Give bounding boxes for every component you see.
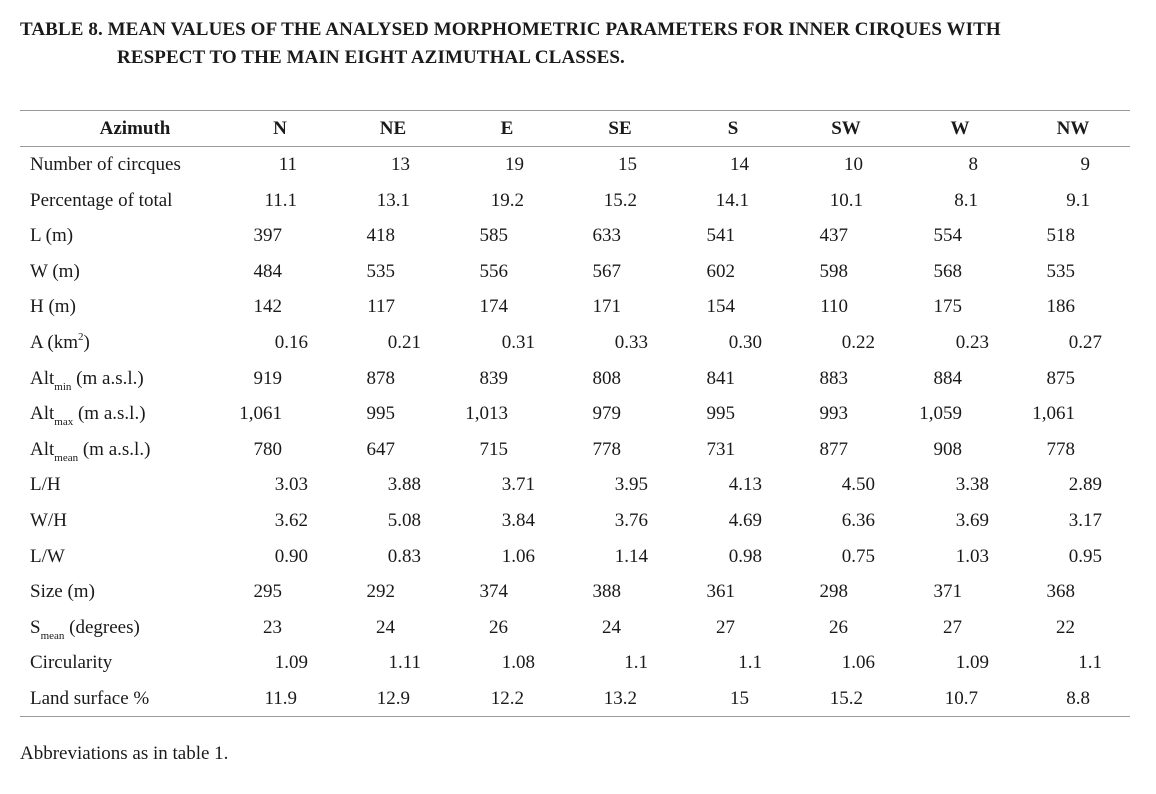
row-label-text: H (m) [30,296,76,318]
table-cell: 1.1 [624,652,648,674]
table-row [0,610,1156,646]
table-cell: 361 [706,581,735,603]
table-cell: 174 [479,296,508,318]
header-w: W [950,118,970,139]
table-cell: 1.06 [841,652,875,674]
table-cell: 0.23 [955,332,989,353]
table-cell: 3.17 [1068,510,1102,531]
table-cell: 19.2 [490,189,524,211]
row-label [30,183,172,219]
table-cell: 633 [592,225,621,247]
row-label-text: L/W [30,545,65,567]
table-cell: 0.95 [1068,545,1102,567]
table-caption [20,16,1140,72]
caption-line-2: RESPECT TO THE MAIN EIGHT AZIMUTHAL CLASSES. [117,47,625,68]
row-label [30,254,80,290]
table-cell: 298 [819,581,848,603]
table-cell: 27 [943,616,962,638]
table-row [0,539,1156,575]
table-cell: 585 [479,225,508,247]
table-cell: 535 [366,260,395,282]
row-label [30,218,73,254]
table-cell: 3.95 [614,474,648,496]
table-cell: 995 [366,403,395,425]
table-row [0,289,1156,325]
table-cell: 0.31 [501,332,535,353]
row-label [30,147,181,183]
header-sw: SW [831,118,861,139]
table-cell: 5.08 [387,510,421,531]
row-label-text: L (m) [30,225,74,247]
table-cell: 2.89 [1068,474,1102,496]
table-cell: 3.76 [614,510,648,531]
row-label-subscript: mean [54,451,79,464]
table-row [0,183,1156,219]
table-row [0,645,1156,681]
table-cell: 437 [819,225,848,247]
table-cell: 0.22 [841,332,875,353]
table-cell: 715 [479,438,508,460]
table-cell: 10.7 [944,688,978,709]
table-cell: 731 [706,438,735,460]
table-cell: 12.2 [490,688,524,709]
table-cell: 1,061 [1032,403,1075,425]
row-label-text: W/H [30,510,67,531]
header-nw: NW [1056,118,1090,139]
table-cell: 15 [730,688,749,709]
table-cell: 0.98 [728,545,762,567]
row-label-suffix: (degrees) [64,616,140,638]
table-cell: 388 [592,581,621,603]
table-cell: 3.03 [274,474,308,496]
table-cell: 8.8 [1066,688,1090,709]
table-cell: 0.16 [274,332,308,353]
table-cell: 884 [933,367,962,389]
row-label-suffix: (m a.s.l.) [78,438,151,460]
row-label-text: S [30,616,41,638]
table-cell: 175 [933,296,962,318]
table-cell: 19 [505,154,524,175]
table-cell: 1.1 [738,652,762,674]
table-cell: 14 [730,154,749,175]
table-cell: 877 [819,438,848,460]
row-label [30,432,150,468]
table-cell: 979 [592,403,621,425]
table-cell: 397 [253,225,282,247]
table-cell: 1.08 [501,652,535,674]
row-label [30,645,112,681]
table-cell: 0.33 [614,332,648,353]
row-label-text: Percentage of total [30,189,173,211]
header-n: N [273,118,287,139]
table-cell: 841 [706,367,735,389]
table-cell: 11.1 [264,189,297,211]
row-label-text: A (km [30,332,79,353]
table-cell: 1,013 [465,403,508,425]
table-cell: 0.75 [841,545,875,567]
table-cell: 808 [592,367,621,389]
row-label-text: Land surface % [30,688,150,709]
table-cell: 518 [1046,225,1075,247]
table-cell: 15.2 [829,688,863,709]
table-cell: 535 [1046,260,1075,282]
table-row [0,396,1156,432]
row-label [30,610,140,646]
table-row [0,574,1156,610]
table-cell: 1.06 [501,545,535,567]
row-label [30,681,149,717]
table-cell: 1.1 [1078,652,1102,674]
table-cell: 484 [253,260,282,282]
table-cell: 27 [716,616,735,638]
row-label-subscript: mean [40,629,65,642]
table-row [0,432,1156,468]
table-cell: 3.38 [955,474,989,496]
table-cell: 778 [1046,438,1075,460]
table-cell: 0.21 [387,332,421,353]
table-cell: 13.1 [376,189,410,211]
table-cell: 993 [819,403,848,425]
table-cell: 171 [592,296,621,318]
table-cell: 3.69 [955,510,989,531]
table-cell: 10.1 [829,189,863,211]
table-cell: 602 [706,260,735,282]
table-cell: 839 [479,367,508,389]
table-cell: 919 [253,367,282,389]
table-cell: 1.03 [955,545,989,567]
table-cell: 908 [933,438,962,460]
header-azimuth: Azimuth [99,118,171,139]
table-cell: 12.9 [376,688,410,709]
table-row [0,325,1156,361]
row-label [30,467,61,503]
table-cell: 295 [253,581,282,603]
row-label-superscript: 2 [78,331,84,343]
table-cell: 22 [1056,616,1075,638]
table-cell: 15.2 [603,189,637,211]
table-cell: 6.36 [841,510,875,531]
table-cell: 26 [829,616,848,638]
table-cell: 9.1 [1066,189,1090,211]
header-se: SE [608,118,632,139]
table-cell: 418 [366,225,395,247]
caption-line-1: TABLE 8. MEAN VALUES OF THE ANALYSED MORPHOMETRIC PARAMETERS FOR INNER CIRQUES WITH [20,19,1001,40]
row-label-text: W (m) [30,260,80,282]
row-label-text: Number of circques [30,154,181,175]
row-label-suffix: (m a.s.l.) [73,403,146,425]
table-cell: 3.62 [274,510,308,531]
table-cell: 23 [263,616,282,638]
row-label [30,361,144,397]
row-label [30,574,95,610]
table-cell: 1,059 [919,403,962,425]
table-cell: 647 [366,438,395,460]
row-label-suffix: ) [83,332,90,353]
header-e: E [500,118,514,139]
header-s: S [727,118,739,139]
table-cell: 3.71 [501,474,535,496]
table-cell: 0.30 [728,332,762,353]
table-row [0,147,1156,183]
table-cell: 1.14 [614,545,648,567]
table-cell: 878 [366,367,395,389]
row-label-subscript: max [54,416,74,429]
table-cell: 8.1 [954,189,978,211]
table-cell: 26 [489,616,508,638]
table-cell: 142 [253,296,282,318]
table-cell: 0.83 [387,545,421,567]
table-cell: 24 [376,616,395,638]
table-cell: 556 [479,260,508,282]
row-label-text: Alt [30,403,55,425]
table-cell: 3.84 [501,510,535,531]
table-cell: 374 [479,581,508,603]
table-row [0,218,1156,254]
table-cell: 13.2 [603,688,637,709]
table-cell: 1.09 [274,652,308,674]
row-label-text: Alt [30,438,55,460]
table-cell: 15 [618,154,637,175]
row-label-text: L/H [30,474,61,496]
row-label [30,325,90,361]
table-cell: 186 [1046,296,1075,318]
table-cell: 3.88 [387,474,421,496]
table-row [0,254,1156,290]
table-row [0,467,1156,503]
table-cell: 541 [706,225,735,247]
table-cell: 9 [1080,154,1090,175]
table-row [0,361,1156,397]
table-cell: 780 [253,438,282,460]
table-cell: 24 [602,616,621,638]
table-cell: 4.13 [728,474,762,496]
table-cell: 4.69 [728,510,762,531]
row-label-text: Size (m) [30,581,95,603]
row-label-text: Circularity [30,652,113,674]
table-cell: 4.50 [841,474,875,496]
row-label-subscript: min [54,380,72,393]
table-cell: 8 [968,154,978,175]
table-cell: 13 [391,154,410,175]
row-label [30,396,146,432]
row-label [30,539,65,575]
table-cell: 110 [820,296,848,318]
table-cell: 368 [1046,581,1075,603]
row-label [30,503,67,539]
table-cell: 1.11 [388,652,421,674]
table-cell: 1.09 [955,652,989,674]
row-label-text: Alt [30,367,55,389]
table-cell: 0.27 [1068,332,1102,353]
header-ne: NE [379,118,407,139]
footnote: Abbreviations as in table 1. [20,743,229,764]
table-cell: 11 [278,154,297,175]
table-row [0,681,1156,717]
table-cell: 995 [706,403,735,425]
table-cell: 875 [1046,367,1075,389]
table-cell: 154 [706,296,735,318]
table-cell: 567 [592,260,621,282]
table-cell: 568 [933,260,962,282]
table-cell: 554 [933,225,962,247]
table-cell: 371 [933,581,962,603]
table-cell: 598 [819,260,848,282]
row-label [30,289,76,325]
table-header-row [0,111,1156,147]
table-cell: 292 [366,581,395,603]
table-cell: 883 [819,367,848,389]
table-row [0,503,1156,539]
table-cell: 1,061 [239,403,282,425]
table-cell: 10 [844,154,863,175]
row-label-suffix: (m a.s.l.) [71,367,144,389]
table-cell: 14.1 [715,189,749,211]
table-cell: 778 [592,438,621,460]
table-cell: 11.9 [264,688,297,709]
table-cell: 0.90 [274,545,308,567]
table-cell: 117 [367,296,395,318]
